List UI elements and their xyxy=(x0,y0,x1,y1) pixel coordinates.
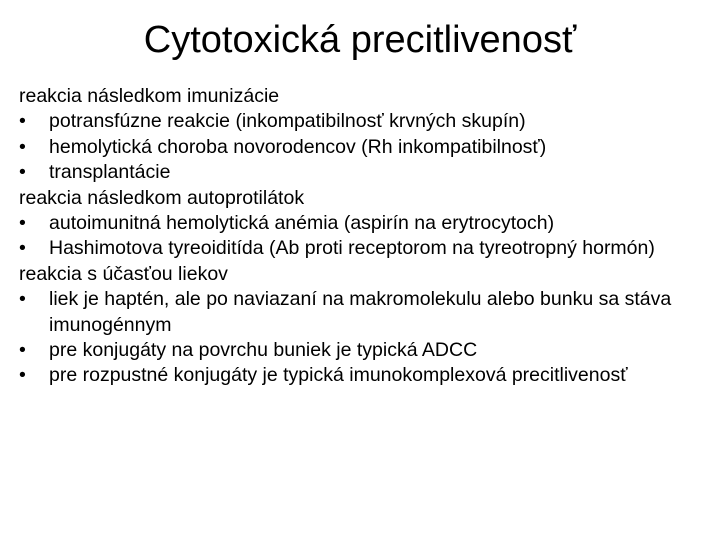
bullet-icon: • xyxy=(19,364,26,387)
list-item xyxy=(19,363,709,388)
list-item-text: liek je haptén, ale po naviazaní na makromolekulu alebo bunku sa stáva imunogénnym xyxy=(49,288,672,336)
list-item-text: pre konjugáty na povrchu buniek je typická ADCC xyxy=(49,339,478,362)
bullet-icon: • xyxy=(19,288,26,311)
list-item xyxy=(19,160,709,185)
slide-title: Cytotoxická precitlivenosť xyxy=(143,19,577,61)
list-item xyxy=(19,236,709,261)
list-item-text: Hashimotova tyreoiditída (Ab proti receptorom na tyreotropný hormón) xyxy=(49,237,655,260)
bullet-icon: • xyxy=(19,339,26,362)
slide-content xyxy=(19,84,709,389)
bullet-icon: • xyxy=(19,237,26,260)
list-item-text: potransfúzne reakcie (inkompatibilnosť krvných skupín) xyxy=(49,110,526,133)
bullet-icon: • xyxy=(19,212,26,235)
section-heading-drugs: reakcia s účasťou liekov xyxy=(19,262,228,285)
section-heading-immunization: reakcia následkom imunizácie xyxy=(19,85,280,107)
bullet-icon: • xyxy=(19,135,26,158)
list-item-text: autoimunitná hemolytická anémia (aspirín na erytrocytoch) xyxy=(49,212,555,235)
list-item-text: transplantácie xyxy=(49,161,171,184)
bullet-icon: • xyxy=(19,161,26,184)
list-item xyxy=(19,135,709,160)
list-item-text: hemolytická choroba novorodencov (Rh inkompatibilnosť) xyxy=(49,135,547,158)
list-item xyxy=(19,109,709,134)
bullet-icon: • xyxy=(19,110,26,133)
list-item xyxy=(19,287,709,338)
list-item-text: pre rozpustné konjugáty je typická imunokomplexová precitlivenosť xyxy=(49,364,628,387)
list-item xyxy=(19,211,709,236)
section-heading-autoantibodies: reakcia následkom autoprotilátok xyxy=(19,186,305,209)
list-item xyxy=(19,338,709,363)
